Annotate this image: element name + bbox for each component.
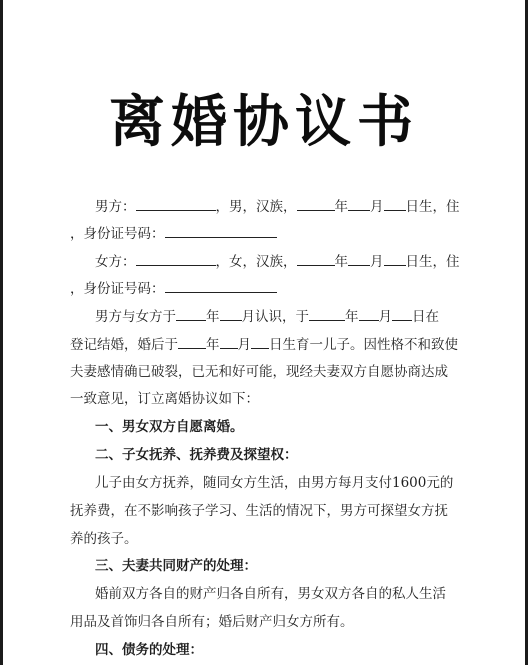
section-3-line-1: 婚前双方各自的财产归各自所有，男女双方各自的私人生活 [95,586,446,602]
female-name-blank [136,251,216,266]
document-title: 离婚协议书 [109,89,419,155]
female-id-blank [165,278,277,293]
section-4-heading: 四、债务的处理： [95,642,203,658]
male-id-blank [165,223,277,238]
male-name-blank [136,196,216,211]
marriage-para-line-3: 夫妻感情确已破裂，已无和好可能，现经夫妻双方自愿协商达成 [70,364,448,380]
section-2-line-2: 抚养费，在不影响孩子学习、生活的情况下，男方可探望女方抚 [70,503,448,519]
marriage-para-line-1: 男方与女方于 年 月认识，于 年 月 日在 [95,306,470,327]
section-1-heading: 一、男女双方自愿离婚。 [95,419,244,435]
male-info-line: 男方： ，男，汉族， 年 月 日生，住 [95,196,470,217]
female-info-line: 女方： ，女，汉族， 年 月 日生，住 [95,251,470,272]
female-id-line: ，身份证号码： [70,278,470,299]
section-3-line-2: 用品及首饰归各自所有；婚后财产归女方所有。 [70,614,354,630]
marriage-para-line-2: 登记结婚，婚后于 年 月 日生育一儿子。因性格不和致使 [70,334,470,355]
section-2-line-3: 养的孩子。 [70,531,138,547]
male-id-line: ，身份证号码： [70,223,470,244]
section-2-line-1: 儿子由女方抚养，随同女方生活，由男方每月支付1600元的 [95,475,454,491]
section-3-heading: 三、夫妻共同财产的处理： [95,558,257,574]
section-2-heading: 二、子女抚养、抚养费及探望权： [95,447,298,463]
marriage-para-line-4: 一致意见，订立离婚协议如下： [70,391,259,407]
